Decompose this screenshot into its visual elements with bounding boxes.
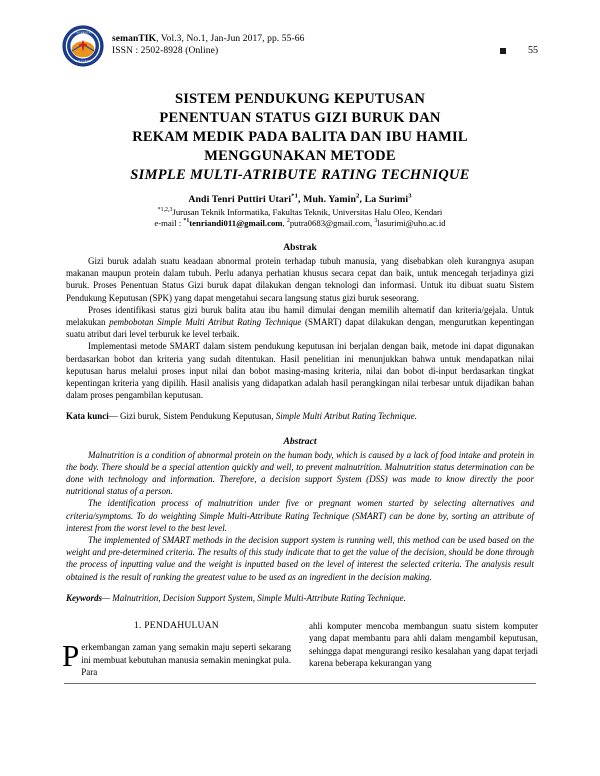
abstract-keywords-dash: — <box>102 592 113 603</box>
abstract-keywords <box>62 592 538 604</box>
author-1-name: Andi Tenri Puttiri Utari <box>188 194 292 205</box>
abstrak-p2-method-italic: pembobotan Simple Multi Atribut Rating Technique <box>109 317 302 328</box>
journal-issn: ISSN : 2502-8928 (Online) <box>112 45 219 56</box>
author-1-affiliation-marker: *1 <box>291 192 299 200</box>
body-columns <box>62 620 538 679</box>
paper-title <box>62 90 538 185</box>
email-1[interactable]: tenriandi011@gmail.com <box>189 218 283 228</box>
black-square-icon <box>500 48 506 54</box>
abstrak-p2-part-b: (SMART) dapat dilakukan dengan, mengurutkan kepentingan suatu atribut dari level terburuk ke level terbaik. <box>66 317 534 340</box>
journal-citation: , Vol.3, No.1, Jan-Jun 2017, pp. 55-66 <box>156 34 305 44</box>
author-affiliation <box>62 207 538 218</box>
abstract-paragraph-2: The identification process of malnutrition under five or pregnant women started by selecting alternatives and criteria/symptoms. To do weighting Simple Multi-Attribute Rating Technique (SMART) can be done by, sorting an attribute of interest from the worst level to the best level. <box>66 498 534 533</box>
abstract-paragraph-3: The implemented of SMART methods in the decision support system is running well, this method can be used based on the weight and pre-determined criteria. The results of this study indicate that to get the value of the decision, should be done through the process of inputting value and the weight is inputted based on the level of interest the selected criteria. The analysis result obtained is the result of ranking the greatest value to be used as an ingredient in the decision making. <box>66 535 534 582</box>
email-2[interactable]: putra0683@gmail.com <box>289 218 370 228</box>
university-seal-icon <box>62 25 104 67</box>
page-bottom-rule-wrap <box>62 683 538 684</box>
title-line-5-method: SIMPLE MULTI-ATRIBUTE RATING TECHNIQUE <box>130 167 470 183</box>
abstract-body <box>62 449 538 583</box>
abstrak-keywords-dash: — <box>108 411 121 422</box>
author-emails: e-mail : $^{*1}$tenriandi011@gmail.com, $^2$putra0683@gmail.com, $^3$lasurimi@uho.ac.id <box>154 218 446 228</box>
author-3-affiliation-marker: 3 <box>408 192 412 200</box>
title-line-3: REKAM MEDIK PADA BALITA DAN IBU HAMIL <box>132 129 468 145</box>
abstract-keywords-label: Keywords <box>66 592 102 603</box>
author-2-affiliation-marker: 2 <box>356 192 360 200</box>
email-3[interactable]: lasurimi@uho.ac.id <box>377 218 446 228</box>
section-heading-pendahuluan: 1. PENDAHULUAN <box>134 620 219 632</box>
intro-paragraph-right: ahli komputer mencoba membangun suatu sistem komputer yang dapat membantu para ahli dalam mengambil keputusan, sehingga dapat mengurangi resiko kesalahan yang dapat terjadi karena beberapa kekurangan yang <box>309 621 538 669</box>
abstrak-keywords-italic: Simple Multi Atribut Rating Technique. <box>275 411 418 422</box>
running-header <box>62 0 538 72</box>
body-column-left <box>62 620 291 679</box>
abstract-heading: Abstract <box>283 435 317 447</box>
affiliation-marker: *1,2,3 <box>157 207 173 214</box>
author-list: Andi Tenri Puttiri Utari$^{*1}$, Muh. Yamin$^2$, La Surimi$^3$ <box>188 192 412 205</box>
journal-name: semanTIK <box>112 34 157 44</box>
affiliation-text: Jurusan Teknik Informatika, Fakultas Teknik, Universitas Halu Oleo, Kendari <box>172 207 443 217</box>
title-line-4: MENGGUNAKAN METODE <box>204 148 396 164</box>
abstract-keywords-text: Malnutrition, Decision Support System, Simple Multi-Attribute Rating Technique. <box>112 592 406 603</box>
abstract-paragraph-1: Malnutrition is a condition of abnormal protein on the human body, which is caused by a lack of food intake and protein in the body. There should be a special attention quickly and well, to prevent malnutrition. Malnutrition status determination can be done with technology and information. Therefore, a decision support System (DSS) was made to know directly the poor nutritional status of a person. <box>66 449 534 497</box>
masthead-page-block <box>500 24 538 56</box>
email-label: e-mail : <box>154 218 184 228</box>
svg-text:HALU OLEO: HALU OLEO <box>75 59 91 63</box>
title-line-2: PENENTUAN STATUS GIZI BURUK DAN <box>159 110 441 126</box>
masthead-citation-block <box>112 24 500 57</box>
page-number: 55 <box>528 45 538 56</box>
abstrak-keywords <box>62 410 538 422</box>
title-line-1: SISTEM PENDUKUNG KEPUTUSAN <box>174 91 426 107</box>
abstrak-keywords-plain: Gizi buruk, Sistem Pendukung Keputusan, <box>120 411 276 422</box>
abstrak-paragraph-2 <box>66 304 534 341</box>
abstrak-paragraph-1: Gizi buruk adalah suatu keadaan abnormal protein terhadap tubuh manusia, yang disebabkan oleh kurangnya asupan makanan maupun protein dalam tubuh. Perlu adanya perhatian khusus secara cepat dan baik, untuk mencegah terjadinya gizi buruk. Proses Penentuan Status Gizi buruk dapat dilakukan dengan teknologi dan informasi. Untuk itu dibuat suatu Sistem Pendukung Keputusan (SPK) yang dapat mengetahui secara langsung status gizi buruk seseorang. <box>66 256 534 303</box>
svg-text:UNIVERSITAS: UNIVERSITAS <box>74 31 92 35</box>
journal-citation-line <box>112 34 500 46</box>
abstrak-paragraph-3: Implementasi metode SMART dalam sistem pendukung keputusan ini berjalan dengan baik, metode ini dapat digunakan berdasarkan bobot dan kriteria yang sudah ditentukan. Hasil penelitian ini menunjukkan bahwa untuk mendapatkan nilai keputusan harus melalui proses input nilai dan bobot masing-masing kriteria, nilai dan bobot di-input berdasarkan tingkat kepentingan kriteria yang dipilih. Hasil analisis yang didapatkan adalah hasil perangkingan nilai terbesar untuk dijadikan bahan dalam proses pengambilan keputusan. <box>66 341 534 401</box>
email-1-marker: *1 <box>183 218 190 225</box>
abstrak-keywords-label: Kata kunci <box>66 411 109 422</box>
email-3-marker: 3 <box>374 218 378 225</box>
abstrak-body <box>62 255 538 401</box>
page-bottom-rule <box>64 683 536 684</box>
abstrak-p2-part-a: Proses identifikasi status gizi buruk balita atau ibu hamil dimulai dengan memilih altematif dan kriteria/gejala. Untuk melakukan <box>66 304 534 328</box>
abstrak-heading: Abstrak <box>283 242 317 253</box>
body-column-right <box>309 620 538 679</box>
author-2-name: Muh. Yamin <box>303 194 357 205</box>
email-2-marker: 2 <box>286 218 290 225</box>
author-3-name: La Surimi <box>364 194 409 205</box>
intro-paragraph-left: Perkembangan zaman yang semakin maju seperti sekarang ini membuat kebutuhan manusia semakin meningkat pula. Para <box>62 638 291 678</box>
